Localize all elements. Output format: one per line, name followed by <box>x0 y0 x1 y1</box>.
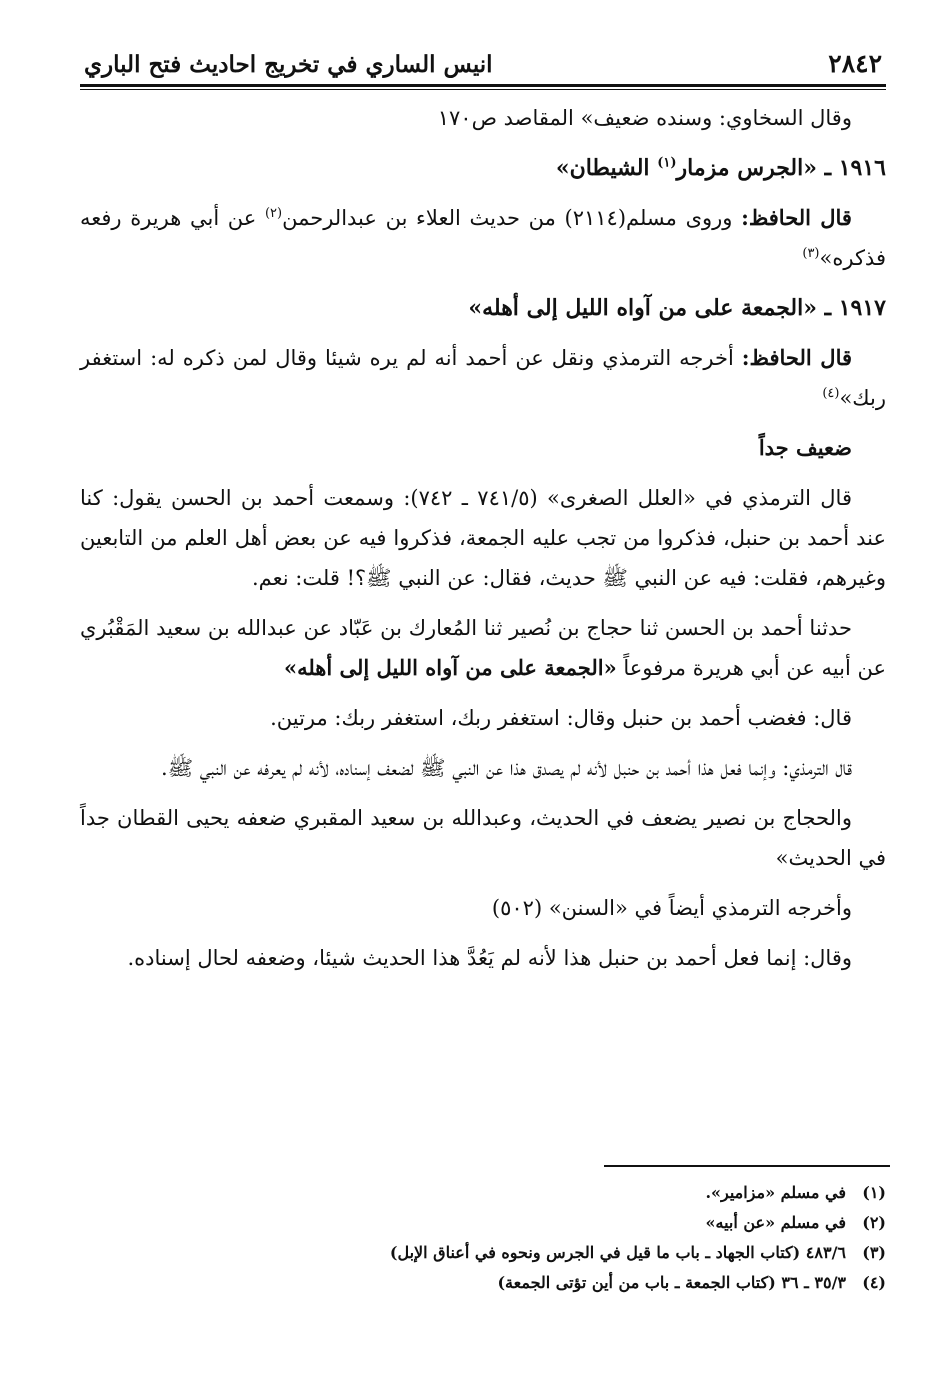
book-title: انيس الساري في تخريج احاديث فتح الباري <box>84 51 493 78</box>
footnotes <box>80 1178 886 1298</box>
footnote-text: ٣٥/٣ ـ ٣٦ (كتاب الجمعة ـ باب من أين تؤتى الجمعة) <box>497 1273 846 1292</box>
entry-1916-heading <box>80 148 886 188</box>
page-number: ٢٨٤٢ <box>828 49 882 78</box>
footnote <box>80 1238 886 1268</box>
entry-1917-text-body: أخرجه الترمذي ونقل عن أحمد أنه لم يره شيئا وقال لمن ذكره له: استغفر ربك» <box>80 346 886 410</box>
paragraph-conclusion: وقال: إنما فعل أحمد بن حنبل هذا لأنه لم يَعُدَّ هذا الحديث شيئا، وضعفه لحال إسناده. <box>127 946 852 970</box>
paragraph-isnad <box>80 608 886 688</box>
entry-1917-heading: ١٩١٧ ـ «الجمعة على من آواه الليل إلى أهله» <box>468 295 886 321</box>
running-header <box>80 36 886 78</box>
footnote-ref-1: (١) <box>657 155 677 171</box>
footnote <box>80 1178 886 1208</box>
isnad-text: حدثنا أحمد بن الحسن ثنا حجاج بن نُصير ثنا المُعارك بن عَبّاد عن عبدالله بن سعيد المَقْبُري عن أبيه عن أبي هريرة مرفوعاً <box>80 616 886 680</box>
paragraph-narrators: والحجاج بن نصير يضعف في الحديث، وعبدالله بن سعيد المقبري ضعفه يحيى القطان جداً في الحديث» <box>80 806 886 870</box>
paragraph-sunan: وأخرجه الترمذي أيضاً في «السنن» (٥٠٢) <box>491 896 852 920</box>
paragraph-tirmidhi-explain: قال الترمذي: وإنما فعل هذا أحمد بن حنبل لأنه لم يصدق هذا عن النبي ﷺ لضعف إسناده، لأنه لم يعرفه عن النبي ﷺ. <box>161 756 852 780</box>
footnote-number: (٤) <box>862 1273 886 1292</box>
footnote-number: (٢) <box>862 1213 886 1232</box>
paragraph-tirmidhi-ilal: قال الترمذي في «العلل الصغرى» (٧٤١/٥ ـ ٧٤٢): وسمعت أحمد بن الحسن يقول: كنا عند أحمد بن حنبل، فذكروا من تجب عليه الجمعة، فذكروا فيه عن بعض أهل العلم من التابعين وغيرهم، فقلت: فيه عن النبي ﷺ حديث، فقال: عن النبي ﷺ؟! قلت: نعم. <box>80 486 886 590</box>
footnote <box>80 1268 886 1298</box>
header-rule-thin <box>80 89 886 90</box>
entry-1917-text <box>80 338 886 418</box>
footnote-number: (١) <box>862 1183 886 1202</box>
footnote-ref-4: (٤) <box>822 386 840 401</box>
entry-1916-heading-end: الشيطان» <box>555 155 658 181</box>
hadith-matn: «الجمعة على من آواه الليل إلى أهله» <box>283 655 617 680</box>
hafiz-label: قال الحافظ: <box>741 205 852 230</box>
footnote-ref-2: (٢) <box>264 206 283 221</box>
footnote-text: ٤٨٣/٦ (كتاب الجهاد ـ باب ما قيل في الجرس ونحوه في أعناق الإبل) <box>389 1243 846 1262</box>
paragraph-ahmad-angry: قال: فغضب أحمد بن حنبل وقال: استغفر ربك، استغفر ربك: مرتين. <box>270 706 852 730</box>
main-text <box>80 98 886 978</box>
footnote-number: (٣) <box>862 1243 886 1262</box>
footnote-separator <box>604 1165 890 1167</box>
entry-1916-text-b: عن أبي هريرة رفعه فذكره» <box>80 206 886 270</box>
footnote <box>80 1208 886 1238</box>
entry-1916-text-a: وروى مسلم(٢١١٤) من حديث العلاء بن عبدالرحمن <box>282 206 742 230</box>
footnote-ref-3: (٣) <box>802 246 820 261</box>
grade-label: ضعيف جداً <box>758 435 852 460</box>
paragraph-sakhawi: وقال السخاوي: وسنده ضعيف» المقاصد ص١٧٠ <box>437 106 852 130</box>
footnote-text: في مسلم «عن أبيه» <box>705 1213 846 1232</box>
entry-1916-text <box>80 198 886 278</box>
hafiz-label: قال الحافظ: <box>741 345 853 370</box>
header-rule-thick <box>80 84 886 87</box>
footnote-text: في مسلم «مزامير». <box>705 1183 846 1202</box>
entry-1916-heading-text: ١٩١٦ ـ «الجرس مزمار <box>676 155 886 181</box>
